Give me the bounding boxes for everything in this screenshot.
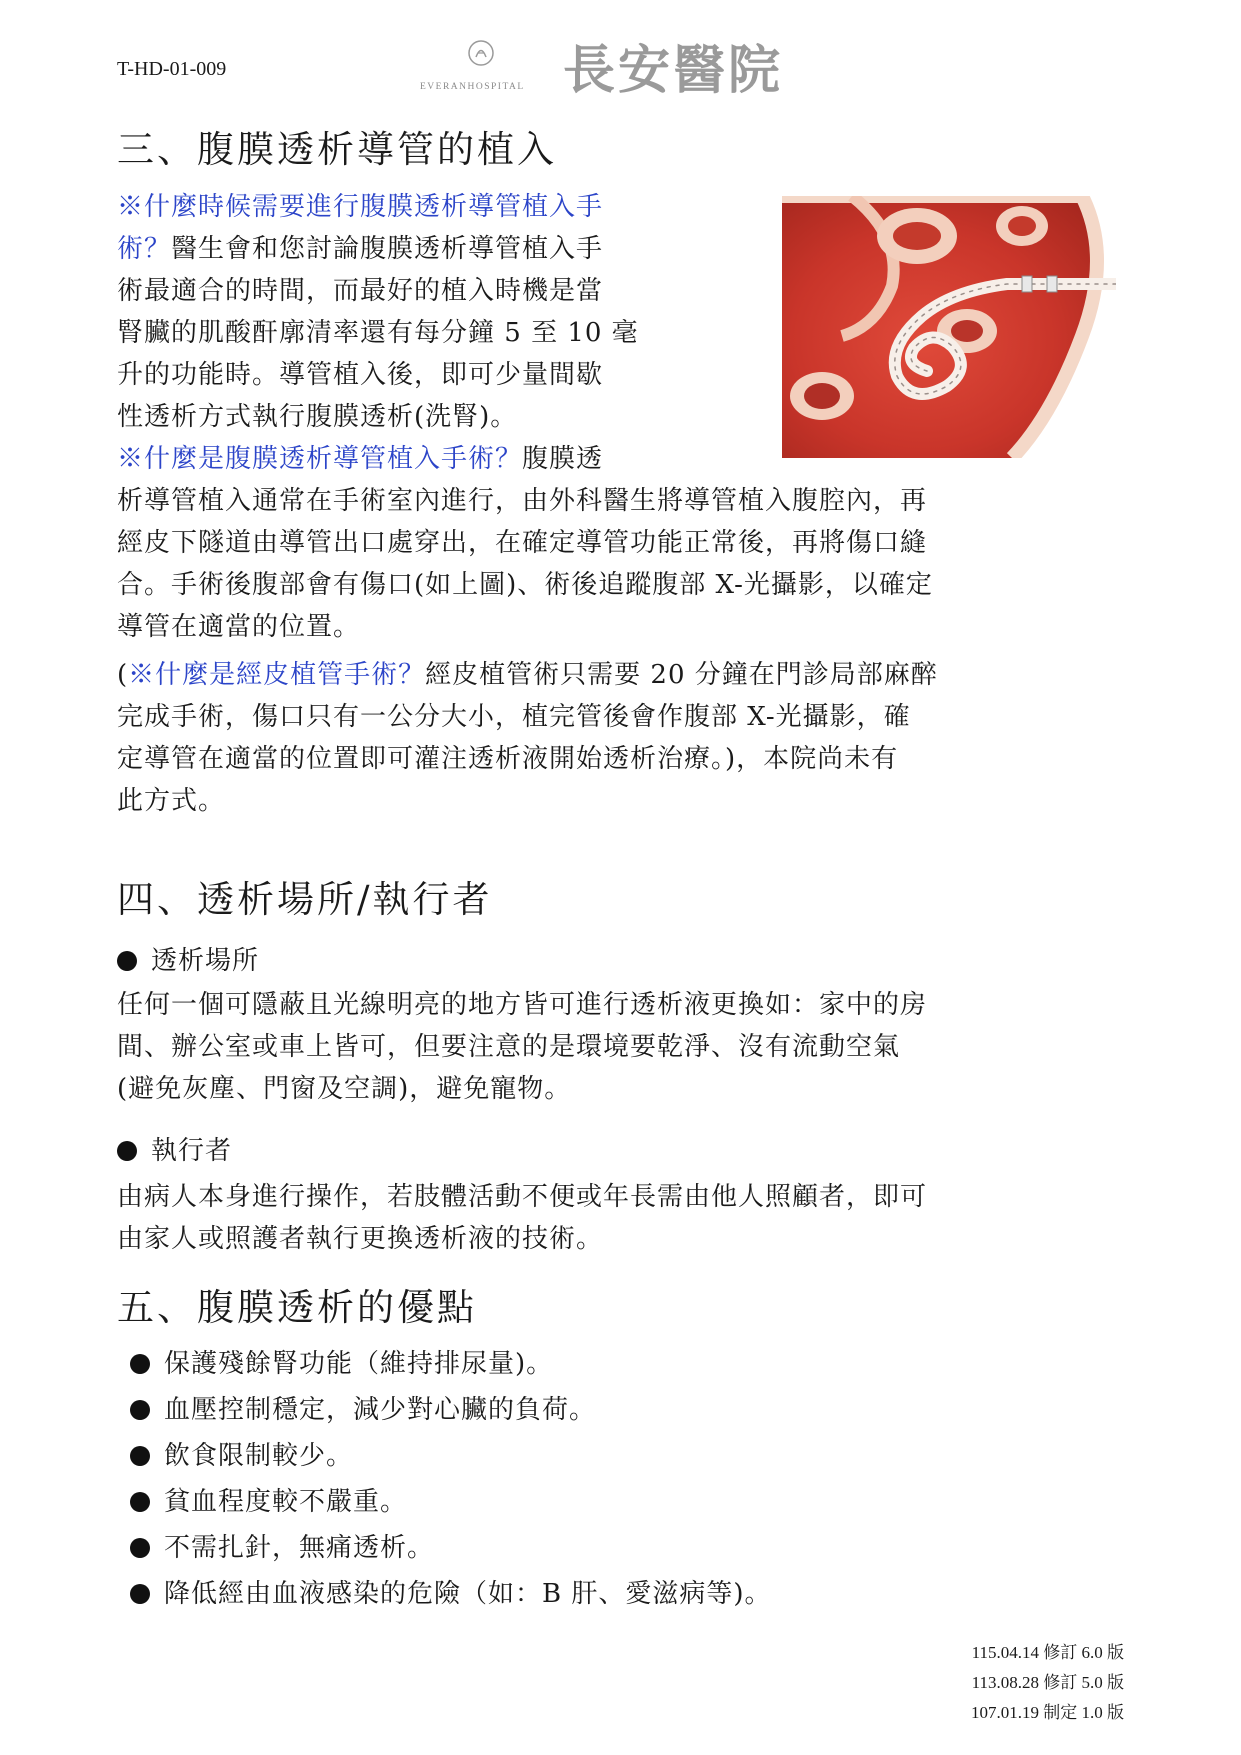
peritoneal-catheter-illustration — [782, 196, 1116, 458]
s3-line-7 — [117, 438, 603, 480]
section5-title: 五、腹膜透析的優點 — [117, 1286, 477, 1329]
s3-line-3: 術最適合的時間，而最好的植入時機是當 — [117, 276, 604, 306]
s3-question-1: ※什麼時候需要進行腹膜透析導管植入手 — [117, 192, 604, 222]
s4-place-heading — [117, 940, 259, 982]
bullet-icon — [117, 951, 137, 971]
advantage-text: 降低經由血液感染的危險（如：B 肝、愛滋病等)。 — [164, 1579, 772, 1609]
advantage-item — [130, 1390, 596, 1430]
s4-operator-heading — [117, 1130, 232, 1172]
s4-place-line: 任何一個可隱蔽且光線明亮的地方皆可進行透析液更換如：家中的房 — [117, 990, 928, 1020]
s3-para3-line: 此方式。 — [117, 786, 226, 816]
s4-operator-line: 由病人本身進行操作，若肢體活動不便或年長需由他人照顧者，即可 — [117, 1182, 928, 1212]
logo-chinese-text: 長安醫院 — [563, 41, 784, 101]
s4-place-line: (避免灰塵、門窗及空調)，避免寵物。 — [117, 1074, 572, 1104]
s3-line-4: 腎臟的肌酸酐廓清率還有每分鐘 5 至 10 毫 — [117, 318, 639, 348]
bullet-icon — [117, 1141, 137, 1161]
s3-para2-line: 合。手術後腹部會有傷口(如上圖)、術後追蹤腹部 X-光攝影，以確定 — [117, 570, 933, 600]
s4-operator-label: 執行者 — [151, 1136, 233, 1166]
bullet-icon — [130, 1354, 150, 1374]
logo-emblem-icon — [466, 38, 496, 68]
bullet-icon — [130, 1538, 150, 1558]
s3-para2-line: 經皮下隧道由導管出口處穿出，在確定導管功能正常後，再將傷口縫 — [117, 528, 928, 558]
s3-question-2: ※什麼是腹膜透析導管植入手術？ — [117, 444, 523, 474]
section4-title: 四、透析場所/執行者 — [117, 878, 493, 921]
s3-line-5: 升的功能時。導管植入後，即可少量間歇 — [117, 360, 604, 390]
advantage-item — [130, 1344, 553, 1384]
advantage-item — [130, 1482, 407, 1522]
s4-operator-line: 由家人或照護者執行更換透析液的技術。 — [117, 1224, 604, 1254]
advantage-item — [130, 1528, 434, 1568]
advantage-text: 保護殘餘腎功能（維持排尿量)。 — [164, 1349, 554, 1379]
s3-para3-line: 完成手術，傷口只有一公分大小，植完管後會作腹部 X-光攝影，確 — [117, 702, 911, 732]
advantage-item — [130, 1436, 353, 1476]
s4-place-line: 間、辦公室或車上皆可，但要注意的是環境要乾淨、沒有流動空氣 — [117, 1032, 901, 1062]
s3-line-6: 性透析方式執行腹膜透析(洗腎)。 — [117, 402, 518, 432]
logo-english-text: EVERANHOSPITAL — [420, 82, 525, 92]
revision-history — [971, 1638, 1124, 1728]
s4-place-label: 透析場所 — [151, 946, 260, 976]
section3-title: 三、腹膜透析導管的植入 — [117, 128, 557, 171]
advantage-text: 貧血程度較不嚴重。 — [164, 1487, 408, 1517]
s3-para3-line: 定導管在適當的位置即可灌注透析液開始透析治療。)，本院尚未有 — [117, 744, 899, 774]
s3-question-2-rest: 腹膜透 — [522, 444, 604, 474]
s3-question-3-rest: 經皮植管術只需要 20 分鐘在門診局部麻醉 — [425, 660, 938, 690]
s3-para3-line-1 — [117, 654, 938, 696]
s3-para3-open: ( — [117, 660, 129, 690]
s3-line-2 — [117, 228, 603, 270]
bullet-icon — [130, 1492, 150, 1512]
s3-question-1-end: 術？ — [117, 234, 172, 264]
bullet-icon — [130, 1446, 150, 1466]
advantage-text: 飲食限制較少。 — [164, 1441, 354, 1471]
document-id: T-HD-01-009 — [117, 58, 227, 80]
advantage-text: 不需扎針，無痛透析。 — [164, 1533, 435, 1563]
revision-line: 113.08.28 修訂 5.0 版 — [971, 1673, 1124, 1692]
revision-line: 115.04.14 修訂 6.0 版 — [971, 1643, 1124, 1662]
hospital-logo — [420, 38, 820, 104]
bullet-icon — [130, 1400, 150, 1420]
s3-question-3: ※什麼是經皮植管手術？ — [128, 660, 426, 690]
s3-para2-line: 導管在適當的位置。 — [117, 612, 361, 642]
revision-line: 107.01.19 制定 1.0 版 — [971, 1703, 1124, 1722]
s3-para2-line: 析導管植入通常在手術室內進行，由外科醫生將導管植入腹腔內，再 — [117, 486, 928, 516]
advantage-item — [130, 1574, 772, 1614]
advantage-text: 血壓控制穩定，減少對心臟的負荷。 — [164, 1395, 597, 1425]
bullet-icon — [130, 1584, 150, 1604]
s3-line-2-text: 醫生會和您討論腹膜透析導管植入手 — [171, 234, 604, 264]
